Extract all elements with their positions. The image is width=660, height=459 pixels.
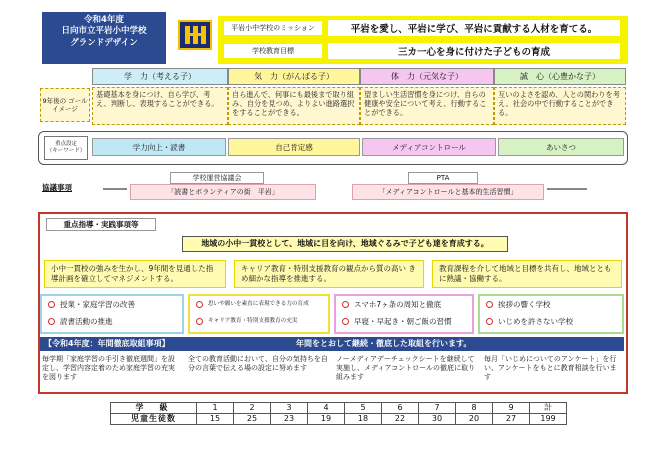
grade-label: 学 級 (111, 403, 197, 414)
document-title: グランドデザイン (70, 37, 138, 48)
pta-head: PTA (408, 172, 478, 184)
count-cell: 18 (345, 414, 382, 425)
bullets-spirit (188, 294, 330, 334)
year-item-4: 毎月「いじめについてのアンケート」を行い、アンケートをもとに教育相談を行います (484, 355, 617, 381)
policy-3: 教育課程を介して地域と目標を共有し、地域とともに熟議・協働する。 (432, 260, 622, 288)
pillar-physical-head: 体 力（元気な子） (360, 68, 494, 85)
grade-cell: 8 (456, 403, 493, 414)
pillar-spirit-text: 自ら進んで、何事にも最後まで取り組み、自分を見つめ、よりよい進路選択をすることができる。 (228, 87, 360, 125)
year-title: 【令和4年度：年間徹底取組事項】 (44, 339, 170, 348)
keyword-self-esteem: 自己肯定感 (228, 138, 360, 156)
bullet-item: 早寝・早起き・朝ご飯の習慣 (342, 313, 472, 330)
circle-icon (48, 301, 55, 308)
grade-row (111, 403, 567, 414)
bullets-physical (334, 294, 474, 334)
circle-icon (48, 318, 55, 325)
arrow-line-right (547, 188, 587, 190)
pta-text: 「メディアコントロールと基本的生活習慣」 (352, 184, 544, 200)
count-cell: 19 (308, 414, 345, 425)
grade-cell: 6 (382, 403, 419, 414)
bullet-item: 授業・家庭学習の改善 (48, 296, 182, 313)
pillar-academic-text: 基礎基本を身につけ、自ら学び、考え、判断し、表現することができる。 (92, 87, 228, 125)
focus-main: 地域の小中一貫校として、地域に目を向け、地域ぐるみで子ども達を育成する。 (182, 236, 508, 252)
grade-cell: 1 (197, 403, 234, 414)
keyword-greeting: あいさつ (498, 138, 624, 156)
school-goal-label: 学校教育目標 (224, 44, 322, 58)
year-subtitle: 年間をとおして継続・徹底した取組を行います。 (296, 339, 472, 348)
circle-icon (196, 318, 203, 325)
school-year: 令和4年度 (84, 15, 124, 25)
grade-cell: 3 (271, 403, 308, 414)
count-cell: 27 (493, 414, 530, 425)
grade-cell: 7 (419, 403, 456, 414)
circle-icon (342, 318, 349, 325)
keywords-label-1: 重点設定 (54, 141, 77, 148)
year-item-1: 毎学期「家庭学習の手引き徹底週間」を設定し、学習内容定着のため家庭学習の充実を図ります (42, 355, 175, 381)
count-cell: 199 (530, 414, 567, 425)
keywords-label-2: （キーワード） (46, 148, 86, 154)
council-head: 学校運営協議会 (170, 172, 264, 184)
bullet-item: いじめを許さない学校 (486, 313, 622, 330)
year-item-2: 全ての教育活動において、自分の気持ちを自分の言葉で伝える場の設定に努めます (188, 355, 328, 372)
count-label: 児童生徒数 (111, 414, 197, 425)
council-text: 「読書とボランティアの街 平岩」 (130, 184, 316, 200)
school-goal-text: 三カ一心を身に付けた子どもの育成 (328, 43, 620, 59)
pillar-heart-head: 誠 心（心豊かな子） (494, 68, 626, 85)
bullets-academic (40, 294, 184, 334)
students-table (110, 402, 567, 425)
count-cell: 15 (197, 414, 234, 425)
bullet-item: キャリア教育・特別支援教育の充実 (196, 313, 328, 330)
school-name-box (42, 12, 166, 64)
count-cell: 22 (382, 414, 419, 425)
year-banner (40, 337, 624, 351)
grade-cell: 計 (530, 403, 567, 414)
school-logo-icon (178, 20, 212, 50)
year-item-3: ノーメディアデーチェックシートを継続して実施し、メディアコントロールの徹底に取り組みます (336, 355, 475, 381)
bullets-heart (478, 294, 624, 334)
circle-icon (486, 301, 493, 308)
goal-9year-label: 9年後の ゴールイメージ (40, 88, 90, 122)
bullet-item: 思いや願いを素直に表現できる力の育成 (196, 296, 328, 313)
circle-icon (486, 318, 493, 325)
arrow-line-left (103, 188, 127, 190)
kyogi-label: 協議事項 (42, 183, 72, 192)
mission-label: 平岩小中学校のミッション (224, 21, 322, 35)
circle-icon (342, 301, 349, 308)
focus-title: 重点指導・実践事項等 (46, 218, 156, 231)
count-cell: 23 (271, 414, 308, 425)
count-cell: 20 (456, 414, 493, 425)
bullet-item: 読書活動の推進 (48, 313, 182, 330)
count-row (111, 414, 567, 425)
grade-cell: 4 (308, 403, 345, 414)
circle-icon (196, 301, 203, 308)
school-name: 日向市立平岩小中学校 (61, 26, 147, 37)
count-cell: 25 (234, 414, 271, 425)
bullet-item: 挨拶の響く学校 (486, 296, 622, 313)
mission-box (218, 16, 628, 64)
keyword-media: メディアコントロール (362, 138, 496, 156)
count-cell: 30 (419, 414, 456, 425)
bullet-item: スマホ7ヶ条の周知と徹底 (342, 296, 472, 313)
grade-cell: 5 (345, 403, 382, 414)
pillar-academic-head: 学 力（考える子） (92, 68, 228, 85)
keywords-label (44, 136, 88, 160)
pillar-spirit-head: 気 力（がんばる子） (228, 68, 360, 85)
policy-2: キャリア教育・特別支援教育の観点から質の高い きめ細かな指導を推進する。 (234, 260, 424, 288)
mission-text: 平岩を愛し、平岩に学び、平岩に貢献する人材を育てる。 (328, 20, 620, 36)
pillar-heart-text: 互いのよさを認め、人との関わりを考え、社会の中で行動することができる。 (494, 87, 626, 125)
keyword-academic: 学力向上・読書 (92, 138, 226, 156)
policy-1: 小中一貫校の強みを生かし、9年間を見通した指導計画を確立してマネジメントする。 (44, 260, 226, 288)
grade-cell: 2 (234, 403, 271, 414)
pillar-physical-text: 望ましい生活習慣を身につけ、自らの健康や安全について考え、行動することができる。 (360, 87, 494, 125)
grade-cell: 9 (493, 403, 530, 414)
